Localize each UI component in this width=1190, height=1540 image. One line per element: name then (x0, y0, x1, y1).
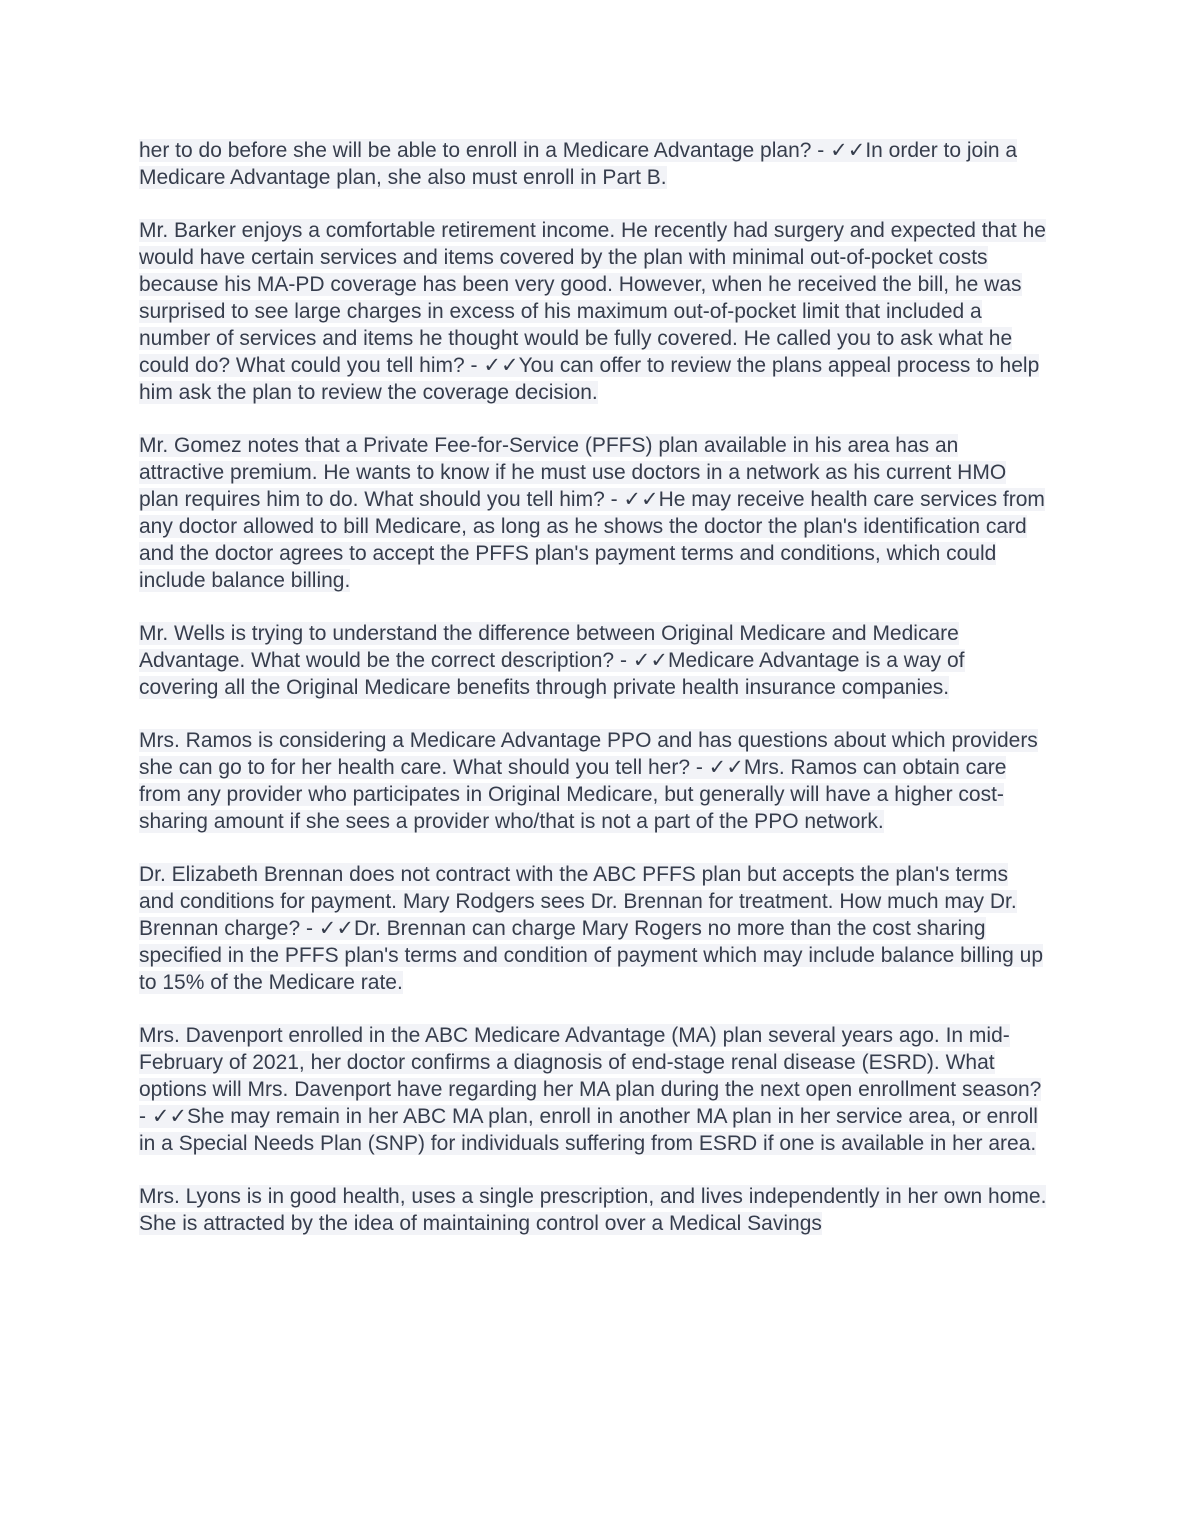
question-text: Dr. Elizabeth Brennan does not contract with the ABC PFFS plan but accepts the plan's terms and conditions for payment. Mary Rodgers sees Dr. Brennan for treatment. How much may Dr. Brennan charge? - (139, 863, 1017, 940)
qa-paragraph (139, 620, 1047, 701)
question-text: Mr. Barker enjoys a comfortable retirement income. He recently had surgery and expected that he would have certain services and items covered by the plan with minimal out-of-pocket costs because his MA-PD coverage has been very good. However, when he received the bill, he was surprised to see large charges in excess of his maximum out-of-pocket limit that included a number of services and items he thought would be fully covered. He called you to ask what he could do? What could you tell him? - (139, 219, 1046, 377)
qa-paragraph (139, 861, 1047, 996)
question-text: Mrs. Ramos is considering a Medicare Advantage PPO and has questions about which providers she can go to for her health care. What should you tell her? - (139, 729, 1038, 779)
answer-text: You can offer to review the plans appeal process to help him ask the plan to review the coverage decision. (139, 354, 1040, 404)
answer-text: Dr. Brennan can charge Mary Rogers no more than the cost sharing specified in the PFFS plan's terms and condition of payment which may include balance billing up to 15% of the Medicare rate. (139, 917, 1044, 994)
document-text-block (139, 137, 1047, 1263)
qa-paragraph (139, 217, 1047, 406)
double-checkmark-icon: ✓✓ (632, 649, 668, 672)
double-checkmark-icon: ✓✓ (151, 1105, 188, 1128)
double-checkmark-icon: ✓✓ (623, 488, 659, 511)
answer-text: Mrs. Ramos can obtain care from any provider who participates in Original Medicare, but generally will have a higher cost-sharing amount if she sees a provider who/that is not a part of the PPO network. (139, 756, 1007, 833)
answer-text: In order to join a Medicare Advantage plan, she also must enroll in Part B. (139, 139, 1018, 189)
double-checkmark-icon: ✓✓ (830, 139, 866, 162)
answer-text: She may remain in her ABC MA plan, enroll in another MA plan in her service area, or enroll in a Special Needs Plan (SNP) for individuals suffering from ESRD if one is available in her area. (139, 1105, 1038, 1155)
qa-paragraph (139, 1022, 1047, 1157)
qa-paragraph (139, 1183, 1047, 1237)
answer-text: He may receive health care services from any doctor allowed to bill Medicare, as long as he shows the doctor the plan's identification card and the doctor agrees to accept the PFFS plan's payment terms and conditions, which could include balance billing. (139, 488, 1045, 592)
answer-text: Medicare Advantage is a way of covering all the Original Medicare benefits through private health insurance companies. (139, 649, 965, 699)
question-text: Mr. Gomez notes that a Private Fee-for-Service (PFFS) plan available in his area has an attractive premium. He wants to know if he must use doctors in a network as his current HMO plan requires him to do. What should you tell him? - (139, 434, 1007, 511)
qa-paragraph (139, 432, 1047, 594)
qa-paragraph (139, 137, 1047, 191)
question-text: her to do before she will be able to enroll in a Medicare Advantage plan? - (139, 139, 831, 162)
question-text: Mr. Wells is trying to understand the difference between Original Medicare and Medicare Advantage. What would be the correct description? - (139, 622, 959, 672)
double-checkmark-icon: ✓✓ (708, 756, 744, 779)
double-checkmark-icon: ✓✓ (483, 354, 519, 377)
double-checkmark-icon: ✓✓ (318, 917, 354, 940)
question-text: Mrs. Davenport enrolled in the ABC Medicare Advantage (MA) plan several years ago. In mid-February of 2021, her doctor confirms a diagnosis of end-stage renal disease (ESRD). What options will Mrs. Davenport have regarding her MA plan during the next open enrollment season? - (139, 1024, 1042, 1128)
qa-paragraph (139, 727, 1047, 835)
question-text: Mrs. Lyons is in good health, uses a single prescription, and lives independently in her own home. She is attracted by the idea of maintaining control over a Medical Savings (139, 1185, 1047, 1235)
